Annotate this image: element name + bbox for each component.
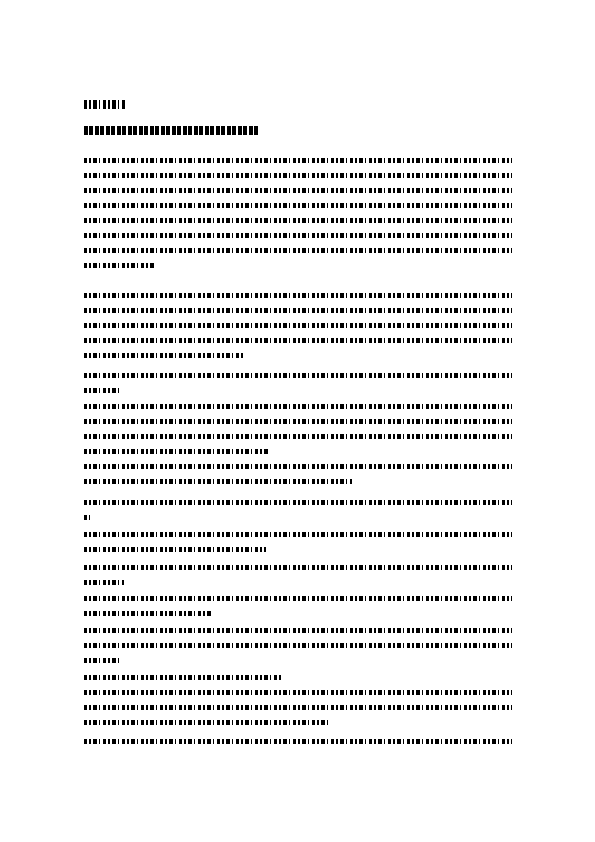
text-line	[84, 203, 512, 208]
paragraph	[84, 690, 512, 725]
text-line	[84, 419, 512, 424]
paragraph	[84, 565, 512, 585]
text-line	[84, 596, 512, 601]
text-line	[84, 643, 512, 648]
text-line	[84, 565, 512, 570]
text-line	[84, 658, 120, 663]
text-line	[84, 248, 512, 253]
text-line	[84, 479, 352, 484]
text-line	[84, 464, 512, 469]
text-line	[84, 308, 512, 313]
paragraph	[84, 373, 512, 393]
text-line	[84, 532, 512, 537]
paragraph	[84, 500, 512, 520]
paragraph	[84, 628, 512, 663]
paragraph	[84, 532, 512, 552]
text-line	[84, 373, 512, 378]
text-line	[84, 500, 512, 505]
text-line	[84, 388, 122, 393]
text-line	[84, 675, 282, 680]
text-line	[84, 338, 512, 343]
text-line	[84, 188, 512, 193]
paragraph	[84, 739, 512, 744]
text-line	[84, 263, 154, 268]
paragraph	[84, 596, 512, 616]
paragraph	[84, 293, 512, 358]
text-line	[84, 404, 512, 409]
text-line	[84, 739, 512, 744]
text-line	[84, 233, 512, 238]
text-line	[84, 293, 512, 298]
text-line	[84, 720, 330, 725]
paragraph	[84, 404, 512, 454]
text-line	[84, 158, 512, 163]
section-label	[84, 100, 126, 109]
text-line	[84, 323, 512, 328]
text-line	[84, 580, 124, 585]
paragraph	[84, 675, 512, 680]
paragraph	[84, 158, 512, 268]
paragraph	[84, 464, 512, 484]
text-line	[84, 173, 512, 178]
text-line	[84, 628, 512, 633]
text-line	[84, 434, 512, 439]
text-line	[84, 705, 512, 710]
text-line	[84, 515, 90, 520]
text-line	[84, 611, 212, 616]
text-line	[84, 218, 512, 223]
text-line	[84, 547, 266, 552]
section-heading	[84, 126, 260, 135]
text-line	[84, 690, 512, 695]
text-line	[84, 353, 244, 358]
text-line	[84, 449, 270, 454]
